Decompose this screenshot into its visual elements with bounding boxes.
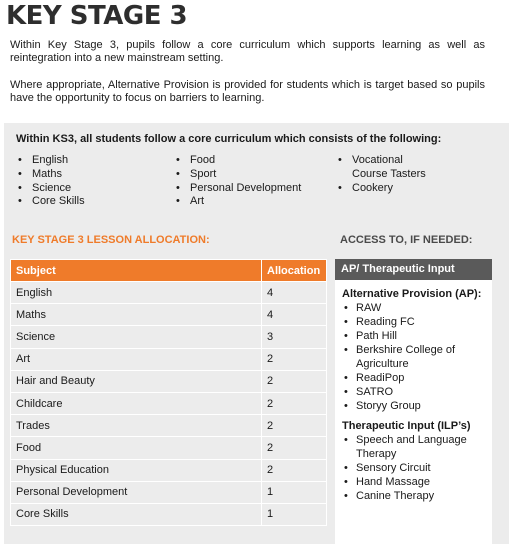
list-item: • Reading FC xyxy=(342,315,486,329)
subject-cell: Maths xyxy=(11,304,262,326)
table-row xyxy=(11,415,327,437)
list-item: • Path Hill xyxy=(342,329,486,343)
list-item: • SATRO xyxy=(342,385,486,399)
access-heading: ACCESS TO, IF NEEDED: xyxy=(340,234,473,246)
core-subjects-column-1 xyxy=(16,154,85,209)
list-item: • Sensory Circuit xyxy=(342,461,486,475)
list-item: • Food xyxy=(174,154,301,168)
allocation-cell: 2 xyxy=(262,392,327,414)
access-box xyxy=(335,259,492,549)
subject-column-header: Subject xyxy=(11,260,262,282)
allocation-cell: 4 xyxy=(262,282,327,304)
list-item: • Core Skills xyxy=(16,195,85,209)
list-item: • English xyxy=(16,154,85,168)
access-box-title: AP/ Therapeutic Input xyxy=(335,259,492,280)
subject-cell: Hair and Beauty xyxy=(11,370,262,392)
list-item: • ReadiPop xyxy=(342,371,486,385)
table-row xyxy=(11,304,327,326)
table-row xyxy=(11,392,327,414)
ap-list xyxy=(342,301,486,413)
intro-paragraph-2: Where appropriate, Alternative Provision is provided for students which is target based so pupils have the opportunity to focus on barriers to learning. xyxy=(10,79,485,104)
allocation-column-header: Allocation xyxy=(262,260,327,282)
table-row xyxy=(11,481,327,503)
lesson-allocation-table xyxy=(10,259,327,526)
subject-cell: Childcare xyxy=(11,392,262,414)
allocation-cell: 2 xyxy=(262,437,327,459)
allocation-cell: 2 xyxy=(262,459,327,481)
table-header-row xyxy=(11,260,327,282)
allocation-cell: 2 xyxy=(262,348,327,370)
allocation-cell: 2 xyxy=(262,415,327,437)
list-item: • Sport xyxy=(174,168,301,182)
subject-cell: Food xyxy=(11,437,262,459)
subject-cell: English xyxy=(11,282,262,304)
list-item: • Vocational Course Tasters xyxy=(336,154,426,182)
allocation-cell: 1 xyxy=(262,481,327,503)
list-item: • Canine Therapy xyxy=(342,489,486,503)
subject-cell: Art xyxy=(11,348,262,370)
table-row xyxy=(11,282,327,304)
table-row xyxy=(11,326,327,348)
core-subjects-column-2 xyxy=(174,154,301,209)
table-row xyxy=(11,437,327,459)
lesson-allocation-heading: KEY STAGE 3 LESSON ALLOCATION: xyxy=(12,234,210,246)
page-title: KEY STAGE 3 xyxy=(6,1,188,31)
table-row xyxy=(11,370,327,392)
table-row xyxy=(11,348,327,370)
core-curriculum-title: Within KS3, all students follow a core curriculum which consists of the following: xyxy=(16,133,442,145)
allocation-cell: 2 xyxy=(262,370,327,392)
core-subjects-column-3 xyxy=(336,154,426,195)
subject-cell: Physical Education xyxy=(11,459,262,481)
ilp-list xyxy=(342,433,486,503)
allocation-cell: 3 xyxy=(262,326,327,348)
access-box-body xyxy=(335,280,492,549)
table-row xyxy=(11,503,327,525)
subject-cell: Trades xyxy=(11,415,262,437)
ilp-title: Therapeutic Input (ILP’s) xyxy=(342,420,471,432)
ap-title: Alternative Provision (AP): xyxy=(342,288,482,300)
intro-paragraph-1: Within Key Stage 3, pupils follow a core curriculum which supports learning as well as reintegration into a new mainstream setting. xyxy=(10,39,485,64)
list-item: • Cookery xyxy=(336,182,426,196)
list-item: • Art xyxy=(174,195,301,209)
list-item: • Hand Massage xyxy=(342,475,486,489)
list-item: • Science xyxy=(16,182,85,196)
subject-cell: Science xyxy=(11,326,262,348)
list-item: • Berkshire College of Agriculture xyxy=(342,343,486,371)
list-item: • Maths xyxy=(16,168,85,182)
subject-cell: Core Skills xyxy=(11,503,262,525)
table-row xyxy=(11,459,327,481)
list-item: • RAW xyxy=(342,301,486,315)
subject-cell: Personal Development xyxy=(11,481,262,503)
allocation-cell: 1 xyxy=(262,503,327,525)
list-item: • Storyy Group xyxy=(342,399,486,413)
list-item: • Personal Development xyxy=(174,182,301,196)
list-item: • Speech and Language Therapy xyxy=(342,433,486,461)
allocation-cell: 4 xyxy=(262,304,327,326)
